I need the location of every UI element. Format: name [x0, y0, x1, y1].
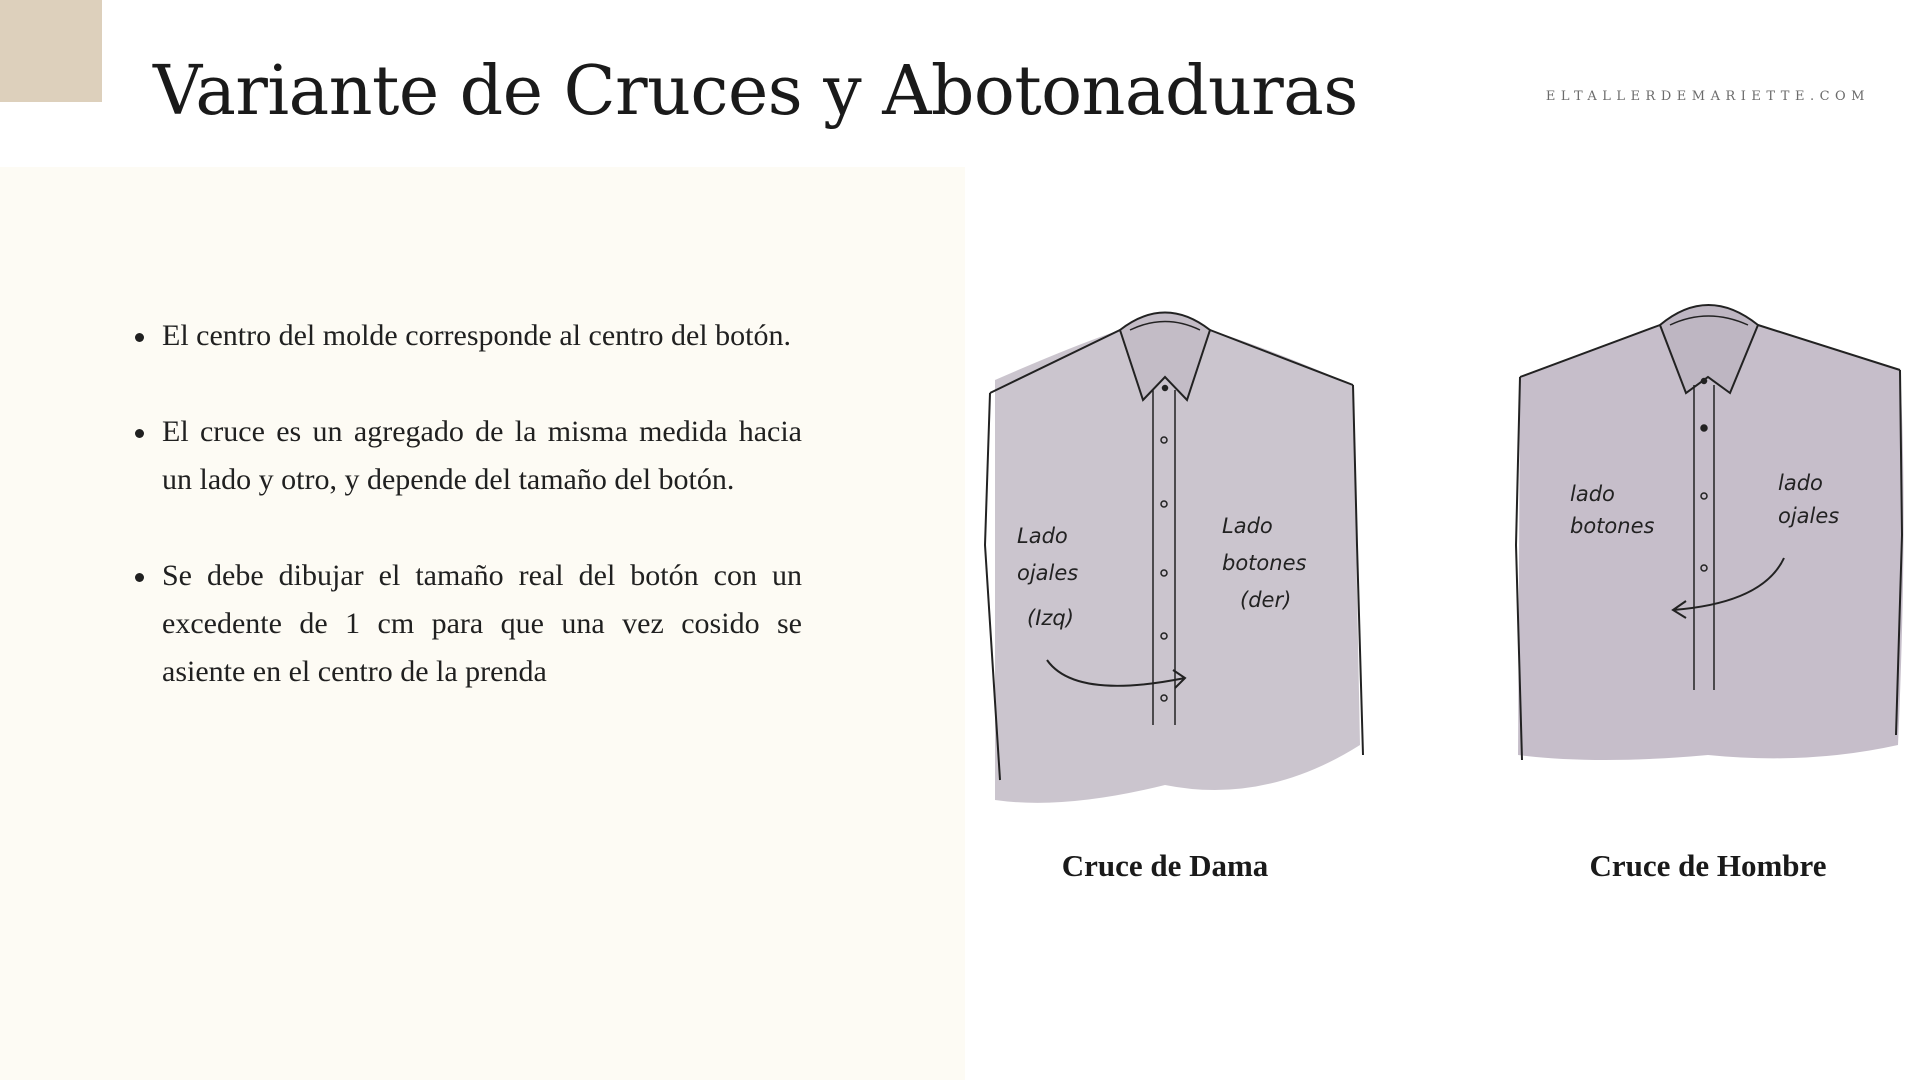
shirt-drawing-hombre	[1508, 285, 1908, 815]
bullet-item: El centro del molde corresponde al centro del botón.	[130, 312, 802, 360]
svg-text:Lado: Lado	[1017, 524, 1068, 548]
svg-text:Lado: Lado	[1222, 514, 1273, 538]
svg-text:(der): (der)	[1240, 588, 1292, 612]
caption-hombre: Cruce de Hombre	[1589, 848, 1827, 883]
svg-text:lado: lado	[1778, 471, 1823, 495]
svg-text:lado: lado	[1570, 482, 1615, 506]
svg-text:botones: botones	[1570, 514, 1655, 538]
page-title: Variante de Cruces y Abotonaduras	[153, 52, 1358, 131]
svg-text:ojales: ojales	[1017, 561, 1079, 585]
svg-text:botones: botones	[1222, 551, 1307, 575]
bullet-item: Se debe dibujar el tamaño real del botón con un excedente de 1 cm para que una vez cosido se asiente en el centro de la prenda	[130, 552, 802, 696]
svg-text:(Izq): (Izq)	[1027, 606, 1074, 630]
shirt-wash	[1518, 325, 1904, 760]
shirt-illustration-dama	[965, 285, 1365, 815]
shirt-illustration-hombre	[1508, 285, 1908, 815]
svg-text:ojales: ojales	[1778, 504, 1840, 528]
bullet-list	[130, 312, 802, 744]
shirt-drawing-dama	[965, 285, 1365, 815]
website-label: ELTALLERDEMARIETTE.COM	[1545, 89, 1870, 104]
caption-dama: Cruce de Dama	[1061, 848, 1269, 883]
bullet-item: El cruce es un agregado de la misma medida hacia un lado y otro, y depende del tamaño del botón.	[130, 408, 802, 504]
decorative-corner-block	[0, 0, 102, 102]
